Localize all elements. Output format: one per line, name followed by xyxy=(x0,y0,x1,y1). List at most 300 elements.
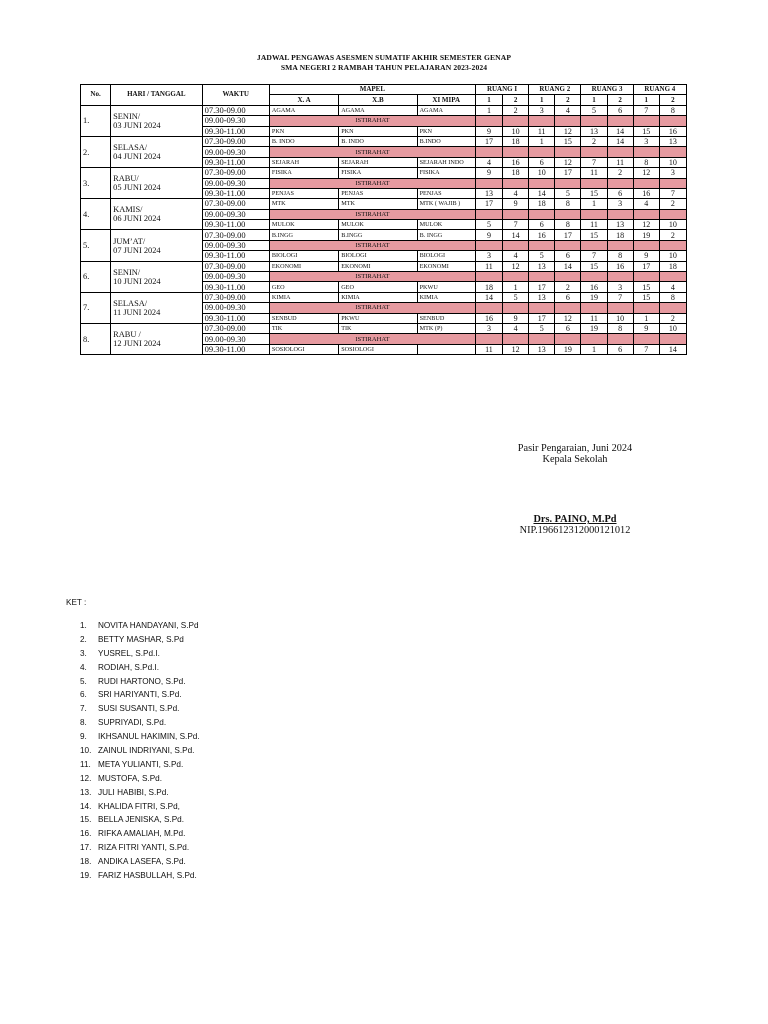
subject-xa: SOSIOLOGI xyxy=(269,344,338,354)
break-cell xyxy=(633,303,659,313)
teacher-name: FARIZ HASBULLAH, S.Pd. xyxy=(98,871,197,881)
break-time: 09.00-09.30 xyxy=(202,240,269,250)
teacher-name: META YULIANTI, S.Pd. xyxy=(98,759,184,769)
day-name: KAMIS/ xyxy=(113,205,143,215)
supervisor-number: 15 xyxy=(581,188,607,198)
day-name: SENIN/ xyxy=(113,267,141,277)
supervisor-number: 12 xyxy=(555,126,581,136)
break-cell xyxy=(607,178,633,188)
subject-xi-mipa: MULOK xyxy=(417,220,475,230)
supervisor-number: 5 xyxy=(581,105,607,115)
teacher-item xyxy=(80,827,200,841)
supervisor-number: 3 xyxy=(475,251,502,261)
break-time: 09.00-09.30 xyxy=(202,272,269,282)
break-cell xyxy=(555,272,581,282)
supervisor-number: 8 xyxy=(607,323,633,333)
break-cell xyxy=(555,334,581,344)
subject-xa: B. INDO xyxy=(269,136,338,146)
header-no: No. xyxy=(81,85,111,106)
subject-xi-mipa: EKONOMI xyxy=(417,261,475,271)
supervisor-number: 1 xyxy=(581,199,607,209)
supervisor-number: 14 xyxy=(607,126,633,136)
supervisor-number: 10 xyxy=(529,168,555,178)
day-name: JUM’AT/ xyxy=(113,236,146,246)
supervisor-number: 1 xyxy=(503,282,529,292)
day-date-text: 10 JUNI 2024 xyxy=(113,276,161,286)
teacher-item xyxy=(80,633,200,647)
break-cell xyxy=(659,272,686,282)
day-date xyxy=(111,323,202,354)
break-cell xyxy=(607,272,633,282)
day-name: RABU/ xyxy=(113,174,139,184)
break-label: ISTIRAHAT xyxy=(269,303,475,313)
supervisor-number: 19 xyxy=(581,323,607,333)
supervisor-number: 12 xyxy=(555,313,581,323)
supervisor-number: 11 xyxy=(581,220,607,230)
slot-time: 09.30-11.00 xyxy=(202,157,269,167)
supervisor-number: 4 xyxy=(633,199,659,209)
slot-time: 09.30-11.00 xyxy=(202,188,269,198)
subject-xi-mipa: BIOLOGI xyxy=(417,251,475,261)
supervisor-number: 19 xyxy=(633,230,659,240)
signature-nip: NIP.196612312000121012 xyxy=(519,525,631,536)
supervisor-number: 17 xyxy=(529,313,555,323)
supervisor-number: 6 xyxy=(555,292,581,302)
supervisor-number: 15 xyxy=(633,292,659,302)
supervisor-number: 1 xyxy=(633,313,659,323)
header-class-xb: X.B xyxy=(339,95,417,105)
document-title xyxy=(0,53,768,73)
day-date-text: 05 JUNI 2024 xyxy=(113,183,161,193)
supervisor-number: 3 xyxy=(529,105,555,115)
supervisor-number: 17 xyxy=(555,168,581,178)
break-cell xyxy=(581,272,607,282)
supervisor-number: 2 xyxy=(607,168,633,178)
teacher-item xyxy=(80,758,200,772)
break-cell xyxy=(607,116,633,126)
supervisor-number: 15 xyxy=(581,230,607,240)
supervisor-number: 5 xyxy=(529,251,555,261)
subject-xb: MULOK xyxy=(339,220,417,230)
break-cell xyxy=(633,240,659,250)
header-row-1 xyxy=(81,85,687,95)
supervisor-number: 5 xyxy=(475,220,502,230)
break-time: 09.00-09.30 xyxy=(202,147,269,157)
supervisor-number: 6 xyxy=(607,105,633,115)
supervisor-number: 18 xyxy=(659,261,686,271)
break-cell xyxy=(529,334,555,344)
teacher-item xyxy=(80,772,200,786)
break-cell xyxy=(581,209,607,219)
day-name: SENIN/ xyxy=(113,111,141,121)
break-cell xyxy=(659,147,686,157)
break-label: ISTIRAHAT xyxy=(269,272,475,282)
supervisor-number: 1 xyxy=(581,344,607,354)
subject-xb: KIMIA xyxy=(339,292,417,302)
teacher-index: 12. xyxy=(80,773,92,783)
teacher-index: 9. xyxy=(80,732,87,742)
slot-time: 07.30-09.00 xyxy=(202,261,269,271)
supervisor-number: 16 xyxy=(581,282,607,292)
supervisor-number: 1 xyxy=(529,136,555,146)
subject-xa: PKN xyxy=(269,126,338,136)
subject-xb: EKONOMI xyxy=(339,261,417,271)
supervisor-number: 4 xyxy=(503,188,529,198)
supervisor-number: 15 xyxy=(633,126,659,136)
teacher-index: 10. xyxy=(80,746,92,756)
table-row xyxy=(81,292,687,302)
supervisor-number: 11 xyxy=(529,126,555,136)
teacher-name: SRI HARIYANTI, S.Pd. xyxy=(98,690,182,700)
header-sub: 2 xyxy=(503,95,529,105)
break-cell xyxy=(475,240,502,250)
teacher-item xyxy=(80,675,200,689)
teacher-item xyxy=(80,744,200,758)
supervisor-number: 13 xyxy=(475,188,502,198)
break-cell xyxy=(581,116,607,126)
slot-time: 07.30-09.00 xyxy=(202,136,269,146)
day-date xyxy=(111,261,202,292)
table-row xyxy=(81,105,687,115)
supervisor-number: 6 xyxy=(555,251,581,261)
teacher-index: 14. xyxy=(80,801,92,811)
supervisor-number: 3 xyxy=(607,199,633,209)
header-class-xa: X. A xyxy=(269,95,338,105)
supervisor-number: 17 xyxy=(555,230,581,240)
teacher-name: ZAINUL INDRIYANI, S.Pd. xyxy=(98,746,195,756)
break-cell xyxy=(503,116,529,126)
supervisor-number: 17 xyxy=(475,136,502,146)
supervisor-number: 3 xyxy=(633,136,659,146)
break-cell xyxy=(503,303,529,313)
break-cell xyxy=(581,147,607,157)
day-date xyxy=(111,105,202,136)
subject-xi-mipa: AGAMA xyxy=(417,105,475,115)
supervisor-number: 18 xyxy=(475,282,502,292)
teacher-item xyxy=(80,813,200,827)
day-date-text: 03 JUNI 2024 xyxy=(113,120,161,130)
supervisor-number: 5 xyxy=(503,292,529,302)
day-number: 8. xyxy=(81,323,111,354)
supervisor-number: 13 xyxy=(529,344,555,354)
supervisor-number: 15 xyxy=(555,136,581,146)
supervisor-number: 2 xyxy=(659,199,686,209)
subject-xi-mipa: PENJAS xyxy=(417,188,475,198)
supervisor-number: 18 xyxy=(503,136,529,146)
supervisor-number: 13 xyxy=(581,126,607,136)
teacher-name: JULI HABIBI, S.Pd. xyxy=(98,787,169,797)
teacher-index: 1. xyxy=(80,621,87,630)
supervisor-number: 14 xyxy=(475,292,502,302)
supervisor-number: 7 xyxy=(607,292,633,302)
supervisor-number: 9 xyxy=(633,323,659,333)
supervisor-number: 2 xyxy=(659,230,686,240)
subject-xa: MTK xyxy=(269,199,338,209)
supervisor-number: 7 xyxy=(503,220,529,230)
teacher-index: 13. xyxy=(80,787,92,797)
supervisor-number: 15 xyxy=(581,261,607,271)
break-cell xyxy=(633,209,659,219)
break-cell xyxy=(581,240,607,250)
subject-xa: AGAMA xyxy=(269,105,338,115)
supervisor-number: 16 xyxy=(607,261,633,271)
supervisor-number: 7 xyxy=(659,188,686,198)
supervisor-number: 9 xyxy=(503,313,529,323)
break-cell xyxy=(529,147,555,157)
subject-xa: FISIKA xyxy=(269,168,338,178)
supervisor-number: 10 xyxy=(503,126,529,136)
header-class-xi: XI MIPA xyxy=(417,95,475,105)
header-sub: 1 xyxy=(581,95,607,105)
day-name: SELASA/ xyxy=(113,143,148,153)
supervisor-number: 2 xyxy=(581,136,607,146)
teacher-name: ANDIKA LASEFA, S.Pd. xyxy=(98,857,186,867)
teacher-item xyxy=(80,661,200,675)
supervisor-number: 4 xyxy=(503,251,529,261)
subject-xi-mipa: PKN xyxy=(417,126,475,136)
teacher-index: 8. xyxy=(80,718,87,728)
subject-xb: PENJAS xyxy=(339,188,417,198)
subject-xb: FISIKA xyxy=(339,168,417,178)
break-cell xyxy=(475,116,502,126)
teacher-name: RIZA FITRI YANTI, S.Pd. xyxy=(98,843,190,853)
break-cell xyxy=(503,178,529,188)
signature-place-date: Pasir Pengaraian, Juni 2024 xyxy=(517,443,633,454)
supervisor-number: 16 xyxy=(529,230,555,240)
day-number: 1. xyxy=(81,105,111,136)
day-date-text: 11 JUNI 2024 xyxy=(113,307,161,317)
break-cell xyxy=(581,303,607,313)
subject-xi-mipa: B. INGG xyxy=(417,230,475,240)
supervisor-number: 10 xyxy=(607,313,633,323)
break-cell xyxy=(529,209,555,219)
supervisor-number: 17 xyxy=(475,199,502,209)
supervisor-number: 6 xyxy=(555,323,581,333)
header-room-2: RUANG 2 xyxy=(529,85,581,95)
teacher-index: 16. xyxy=(80,829,92,839)
break-cell xyxy=(633,272,659,282)
teacher-name: RIFKA AMALIAH, M.Pd. xyxy=(98,829,186,839)
supervisor-number: 4 xyxy=(659,282,686,292)
teacher-index: 18. xyxy=(80,857,92,867)
teacher-name: BETTY MASHAR, S.Pd xyxy=(98,634,184,644)
supervisor-number: 3 xyxy=(475,323,502,333)
supervisor-number: 16 xyxy=(659,126,686,136)
supervisor-number: 9 xyxy=(475,126,502,136)
subject-xb: GEO xyxy=(339,282,417,292)
teacher-name: YUSREL, S.Pd.I. xyxy=(98,648,160,658)
teacher-item xyxy=(80,855,200,869)
supervisor-number: 12 xyxy=(633,168,659,178)
break-cell xyxy=(475,147,502,157)
slot-time: 09.30-11.00 xyxy=(202,251,269,261)
break-cell xyxy=(659,116,686,126)
header-sub: 1 xyxy=(633,95,659,105)
subject-xi-mipa: B.INDO xyxy=(417,136,475,146)
supervisor-number: 3 xyxy=(659,168,686,178)
day-date-text: 07 JUNI 2024 xyxy=(113,245,161,255)
supervisor-number: 14 xyxy=(529,188,555,198)
subject-xa: SENBUD xyxy=(269,313,338,323)
break-cell xyxy=(529,116,555,126)
teacher-name: KHALIDA FITRI, S.Pd, xyxy=(98,801,180,811)
break-cell xyxy=(555,303,581,313)
break-cell xyxy=(503,240,529,250)
subject-xi-mipa xyxy=(417,344,475,354)
break-cell xyxy=(607,334,633,344)
slot-time: 07.30-09.00 xyxy=(202,105,269,115)
supervisor-number: 11 xyxy=(607,157,633,167)
supervisor-number: 4 xyxy=(555,105,581,115)
table-row xyxy=(81,136,687,146)
subject-xb: SOSIOLOGI xyxy=(339,344,417,354)
supervisor-number: 10 xyxy=(659,323,686,333)
supervisor-number: 11 xyxy=(581,313,607,323)
supervisor-number: 8 xyxy=(607,251,633,261)
supervisor-number: 10 xyxy=(659,251,686,261)
break-cell xyxy=(581,334,607,344)
subject-xa: TIK xyxy=(269,323,338,333)
break-cell xyxy=(503,147,529,157)
supervisor-number: 15 xyxy=(633,282,659,292)
break-label: ISTIRAHAT xyxy=(269,334,475,344)
break-cell xyxy=(475,178,502,188)
break-cell xyxy=(555,116,581,126)
supervisor-number: 6 xyxy=(529,157,555,167)
break-cell xyxy=(529,178,555,188)
day-number: 4. xyxy=(81,199,111,230)
signature-role: Kepala Sekolah xyxy=(542,454,608,465)
break-label: ISTIRAHAT xyxy=(269,178,475,188)
day-number: 2. xyxy=(81,136,111,167)
header-sub: 2 xyxy=(607,95,633,105)
day-date xyxy=(111,199,202,230)
subject-xi-mipa: SENBUD xyxy=(417,313,475,323)
break-label: ISTIRAHAT xyxy=(269,147,475,157)
header-day: HARI / TANGGAL xyxy=(111,85,202,106)
supervisor-number: 14 xyxy=(607,136,633,146)
subject-xi-mipa: MTK (P) xyxy=(417,323,475,333)
slot-time: 09.30-11.00 xyxy=(202,282,269,292)
teacher-index: 17. xyxy=(80,843,92,853)
break-cell xyxy=(633,178,659,188)
teacher-index: 7. xyxy=(80,704,87,714)
slot-time: 09.30-11.00 xyxy=(202,126,269,136)
supervisor-number: 12 xyxy=(503,344,529,354)
teacher-item xyxy=(80,841,200,855)
subject-xi-mipa: MTK ( WAJIB ) xyxy=(417,199,475,209)
teacher-index: 6. xyxy=(80,690,87,700)
break-cell xyxy=(659,178,686,188)
break-time: 09.00-09.30 xyxy=(202,334,269,344)
teacher-index: 19. xyxy=(80,871,92,881)
title-line-2: SMA NEGERI 2 RAMBAH TAHUN PELAJARAN 2023-2024 xyxy=(280,63,488,72)
teacher-name: RUDI HARTONO, S.Pd. xyxy=(98,676,186,686)
break-time: 09.00-09.30 xyxy=(202,303,269,313)
break-cell xyxy=(529,303,555,313)
subject-xa: PENJAS xyxy=(269,188,338,198)
ket-label: KET : xyxy=(66,598,87,607)
break-cell xyxy=(607,209,633,219)
supervisor-number: 6 xyxy=(529,220,555,230)
table-row xyxy=(81,261,687,271)
break-cell xyxy=(633,147,659,157)
supervisor-number: 10 xyxy=(659,220,686,230)
supervisor-number: 7 xyxy=(633,105,659,115)
subject-xi-mipa: SEJARAH INDO xyxy=(417,157,475,167)
table-row xyxy=(81,199,687,209)
header-sub: 1 xyxy=(475,95,502,105)
break-label: ISTIRAHAT xyxy=(269,240,475,250)
teacher-index: 4. xyxy=(80,662,87,672)
day-name: SELASA/ xyxy=(113,298,148,308)
break-cell xyxy=(633,116,659,126)
supervisor-number: 11 xyxy=(475,261,502,271)
subject-xb: PKN xyxy=(339,126,417,136)
teacher-name: BELLA JENISKA, S.Pd. xyxy=(98,815,185,825)
teacher-item xyxy=(80,619,200,633)
subject-xb: SEJARAH xyxy=(339,157,417,167)
supervisor-number: 11 xyxy=(475,344,502,354)
break-cell xyxy=(607,240,633,250)
supervisor-number: 13 xyxy=(607,220,633,230)
slot-time: 09.30-11.00 xyxy=(202,313,269,323)
break-cell xyxy=(529,272,555,282)
slot-time: 09.30-11.00 xyxy=(202,220,269,230)
supervisor-number: 19 xyxy=(555,344,581,354)
supervisor-number: 3 xyxy=(607,282,633,292)
break-time: 09.00-09.30 xyxy=(202,209,269,219)
break-cell xyxy=(659,334,686,344)
schedule-body xyxy=(81,105,687,354)
supervisor-number: 11 xyxy=(581,168,607,178)
header-room-3: RUANG 3 xyxy=(581,85,633,95)
subject-xb: TIK xyxy=(339,323,417,333)
break-cell xyxy=(659,240,686,250)
break-cell xyxy=(555,240,581,250)
teacher-item xyxy=(80,647,200,661)
break-cell xyxy=(633,334,659,344)
supervisor-number: 6 xyxy=(607,344,633,354)
subject-xa: EKONOMI xyxy=(269,261,338,271)
day-name: RABU / xyxy=(113,330,141,340)
supervisor-number: 9 xyxy=(633,251,659,261)
teacher-index: 3. xyxy=(80,648,87,658)
supervisor-number: 1 xyxy=(475,105,502,115)
header-mapel: MAPEL xyxy=(269,85,475,95)
teacher-name: MUSTOFA, S.Pd. xyxy=(98,773,162,783)
supervisor-number: 9 xyxy=(475,230,502,240)
day-number: 6. xyxy=(81,261,111,292)
break-cell xyxy=(581,178,607,188)
teacher-index: 11. xyxy=(80,759,91,769)
subject-xa: B.INGG xyxy=(269,230,338,240)
supervisor-number: 14 xyxy=(555,261,581,271)
day-number: 7. xyxy=(81,292,111,323)
supervisor-number: 16 xyxy=(503,157,529,167)
subject-xa: GEO xyxy=(269,282,338,292)
subject-xi-mipa: PKWU xyxy=(417,282,475,292)
subject-xb: AGAMA xyxy=(339,105,417,115)
break-cell xyxy=(555,209,581,219)
subject-xa: KIMIA xyxy=(269,292,338,302)
day-number: 5. xyxy=(81,230,111,261)
title-line-1: JADWAL PENGAWAS ASESMEN SUMATIF AKHIR SEMESTER GENAP xyxy=(256,53,512,62)
supervisor-number: 9 xyxy=(503,199,529,209)
supervisor-number: 7 xyxy=(633,344,659,354)
teacher-name: IKHSANUL HAKIMIN, S.Pd. xyxy=(98,732,200,742)
break-cell xyxy=(503,209,529,219)
